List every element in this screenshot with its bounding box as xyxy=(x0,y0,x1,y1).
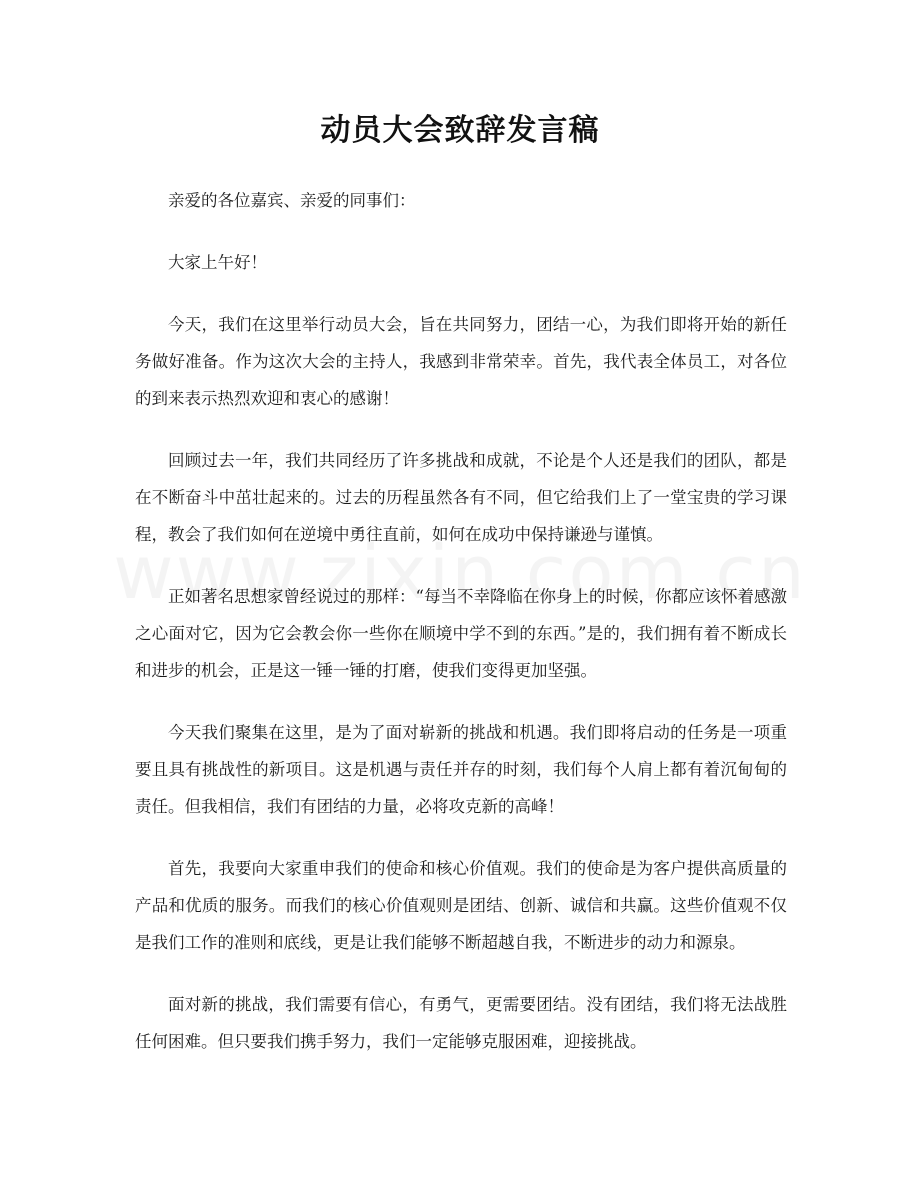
paragraph-salutation: 大家上午好！ xyxy=(168,253,267,272)
paragraph-opening: 今天，我们在这里举行动员大会，旨在共同努力，团结一心，为我们即将开始的新任务做好准备。作为这次大会的主持人，我感到非常荣幸。首先，我代表全体员工，对各位的到来表示热烈欢迎和衷心的感谢！ xyxy=(135,315,787,408)
paragraph-unity: 面对新的挑战，我们需要有信心，有勇气，更需要团结。没有团结，我们将无法战胜任何困难。但只要我们携手努力，我们一定能够克服困难，迎接挑战。 xyxy=(135,995,787,1051)
paragraph-quote: 正如著名思想家曾经说过的那样：“每当不幸降临在你身上的时候，你都应该怀着感激之心面对它，因为它会教会你一些你在顺境中学不到的东西。”是的，我们拥有着不断成长和进步的机会，正是这一锤一锤的打磨，使我们变得更加坚强。 xyxy=(135,587,787,680)
paragraph-new-challenge: 今天我们聚集在这里，是为了面对崭新的挑战和机遇。我们即将启动的任务是一项重要且具有挑战性的新项目。这是机遇与责任并存的时刻，我们每个人肩上都有着沉甸甸的责任。但我相信，我们有团结的力量，必将攻克新的高峰！ xyxy=(135,723,787,816)
document-body xyxy=(135,182,787,1085)
document-title: 动员大会致辞发言稿 xyxy=(320,113,600,148)
paragraph-greeting: 亲爱的各位嘉宾、亲爱的同事们： xyxy=(168,191,416,210)
paragraph-mission-values: 首先，我要向大家重申我们的使命和核心价值观。我们的使命是为客户提供高质量的产品和优质的服务。而我们的核心价值观则是团结、创新、诚信和共赢。这些价值观不仅是我们工作的准则和底线，更是让我们能够不断超越自我，不断进步的动力和源泉。 xyxy=(135,859,787,952)
paragraph-review: 回顾过去一年，我们共同经历了许多挑战和成就，不论是个人还是我们的团队，都是在不断奋斗中茁壮起来的。过去的历程虽然各有不同，但它给我们上了一堂宝贵的学习课程，教会了我们如何在逆境中勇往直前，如何在成功中保持谦逊与谨慎。 xyxy=(135,451,787,544)
